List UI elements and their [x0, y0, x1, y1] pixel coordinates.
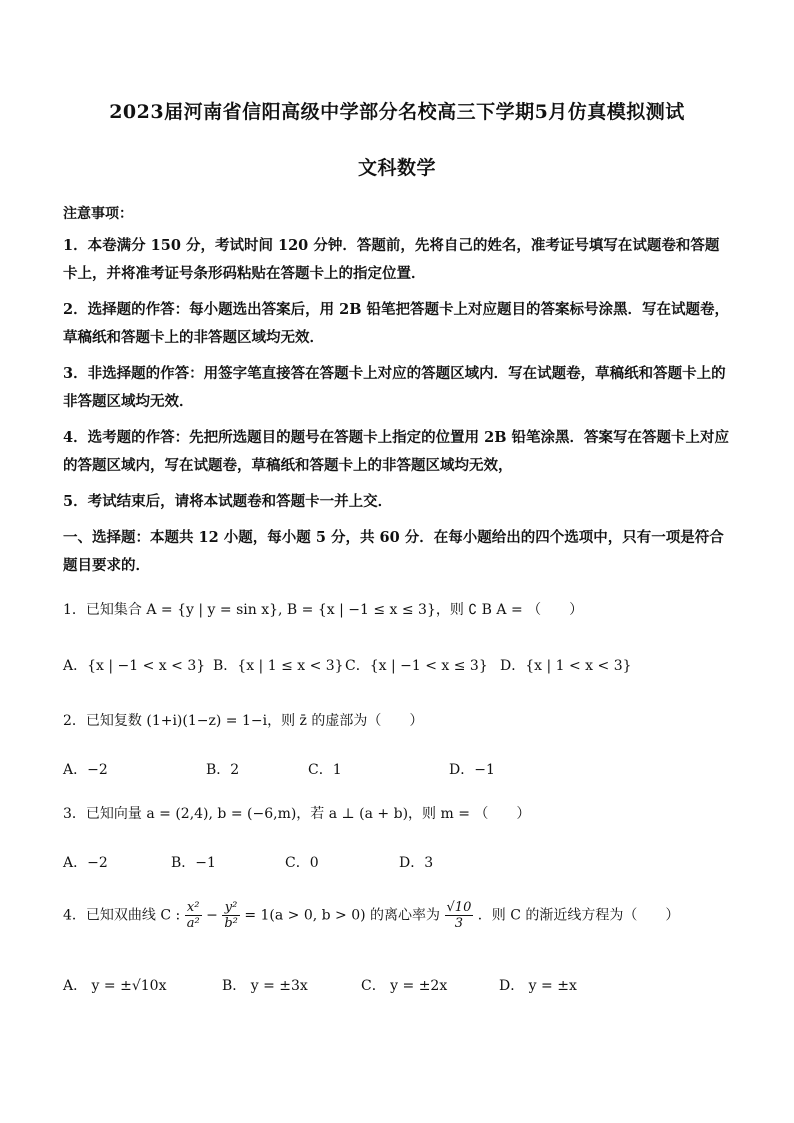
- notice-item: 1．本卷满分 150 分，考试时间 120 分钟．答题前，先将自己的姓名，准考证号填写在试题卷和答题卡上，并将准考证号条形码粘贴在答题卡上的指定位置．: [63, 237, 720, 282]
- question-1-stem: 1．已知集合 A = {y | y = sin x}, B = {x | −1 ≤ x ≤ 3}，则 ∁ B A = （ ）: [63, 602, 584, 618]
- fraction-x2-a2: [185, 900, 202, 931]
- option-c: C． y = ±2x: [361, 978, 448, 994]
- notice-item: 2．选择题的作答：每小题选出答案后，用 2B 铅笔把答题卡上对应题目的答案标号涂黑．写在试题卷，草稿纸和答题卡上的非答题区域均无效．: [63, 301, 730, 346]
- question-2-stem: 2．已知复数 (1+i)(1−z) = 1−i，则 z̄ 的虚部为（ ）: [63, 713, 424, 729]
- notice-item: 4．选考题的作答：先把所选题目的题号在答题卡上指定的位置用 2B 铅笔涂黑．答案写在答题卡上对应的答题区域内，写在试题卷，草稿纸和答题卡上的非答题区域均无效，: [63, 429, 730, 474]
- question-4-suffix: ．则 C 的渐近线方程为（ ）: [477, 907, 680, 924]
- fraction-numerator: y²: [222, 900, 240, 916]
- minus-sign: −: [206, 907, 218, 924]
- fraction-numerator: x²: [185, 900, 202, 916]
- fraction-eccentricity: [445, 900, 474, 931]
- question-3-stem: 3．已知向量 a = (2,4), b = (−6,m)，若 a ⊥ (a + b)，则 m = （ ）: [63, 806, 531, 822]
- option-b: B．{x | 1 ≤ x < 3}: [213, 658, 344, 674]
- option-a: A． y = ±√10x: [63, 978, 167, 994]
- option-b: B． y = ±3x: [222, 978, 308, 994]
- option-c: C．{x | −1 < x ≤ 3}: [345, 658, 488, 674]
- fraction-denominator: a²: [186, 916, 200, 931]
- option-a: A．−2: [63, 762, 108, 778]
- option-d: D．−1: [449, 762, 495, 778]
- notice-heading: 注意事项：: [63, 206, 133, 222]
- option-c: C．1: [308, 762, 342, 778]
- fraction-y2-b2: [222, 900, 240, 931]
- section-heading: 一、选择题：本题共 12 小题，每小题 5 分，共 60 分．在每小题给出的四个选项中，只有一项是符合题目要求的．: [63, 529, 724, 574]
- notice-item: 3．非选择题的作答：用签字笔直接答在答题卡上对应的答题区域内．写在试题卷，草稿纸和答题卡上的非答题区域均无效．: [63, 365, 726, 410]
- option-c: C．0: [285, 855, 319, 871]
- notice-item: 5．考试结束后，请将本试题卷和答题卡一并上交．: [63, 493, 393, 510]
- question-4-prefix: 4．已知双曲线 C :: [63, 907, 181, 924]
- option-b: B．−1: [171, 855, 216, 871]
- notice-list: [63, 232, 733, 524]
- option-a: A．{x | −1 < x < 3}: [63, 658, 206, 674]
- fraction-numerator: √10: [446, 900, 472, 915]
- page-title: 2023届河南省信阳高级中学部分名校高三下学期5月仿真模拟测试: [109, 101, 685, 123]
- page-subtitle: 文科数学: [357, 157, 436, 179]
- fraction-denominator: 3: [454, 916, 464, 931]
- fraction-denominator: b²: [224, 916, 238, 931]
- option-d: D．3: [399, 855, 434, 871]
- option-b: B．2: [206, 762, 240, 778]
- option-d: D． y = ±x: [499, 978, 577, 994]
- option-d: D．{x | 1 < x < 3}: [500, 658, 632, 674]
- question-4-stem: [63, 900, 679, 931]
- option-a: A．−2: [63, 855, 108, 871]
- question-4-middle: = 1(a > 0, b > 0) 的离心率为: [244, 907, 441, 924]
